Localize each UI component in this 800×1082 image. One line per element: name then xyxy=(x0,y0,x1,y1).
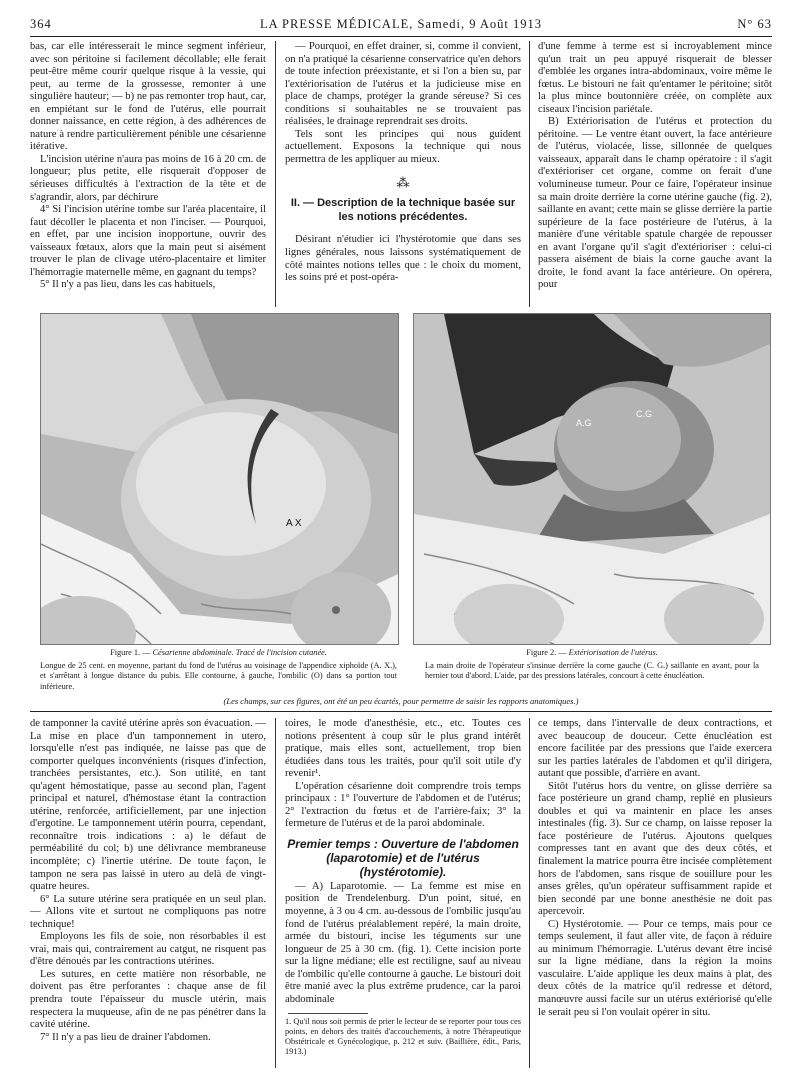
bottom-column-2 xyxy=(285,718,521,1006)
figure-2-title: Extériorisation de l'utérus. xyxy=(568,648,658,657)
paragraph: ce temps, dans l'intervalle de deux contractions, et avec beaucoup de douceur. Cette énucléation est encore facilitée par des pressions que l'aide exercera sur les parties latérales de l'abdomen et qu'il dirigera, autant que possible, d'arrière en avant. xyxy=(538,718,772,780)
issue-number: N° 63 xyxy=(737,17,772,31)
paragraph: L'incision utérine n'aura pas moins de 16 à 20 cm. de longueur; plus petite, elle risquerait d'opposer de sérieuses difficultés à l'extraction de la tête et de s'agrandir, alors, par déchirure xyxy=(30,153,266,203)
paragraph: C) Hystérotomie. — Pour ce temps, mais pour ce temps seulement, il faut aller vite, de façon à réduire au minimum l'hémorragie. L'utérus devant être incisé sur la ligne médiane, dans la région la moins vasculaire. L'aide applique les deux mains à plat, des deux côtés de la matrice qu'il redresse et détord, manœuvre aussi facile sur un utérus extériorisé qu'elle le serait peu si l'on voulait opérer in situ. xyxy=(538,918,772,1018)
paragraph: toires, le mode d'anesthésie, etc., etc. Toutes ces notions présentent à coup sûr le plus grand intérêt pratique, mais elles sont, actuellement, trop bien étudiées dans tous les traités, pour qu'il soit utile d'y revenir¹. xyxy=(285,718,521,780)
journal-title: LA PRESSE MÉDICALE, Samedi, 9 Août 1913 xyxy=(259,17,543,31)
paragraph: d'une femme à terme est si incroyablement mince qu'un trait un peu appuyé risquerait de blesser d'emblée les organes intra-abdominaux, voire même le fœtus. Le bistouri ne fait qu'entamer le péritoine; sitôt la plus mince boutonnière créée, on complète aux ciseaux l'incision pariétale. xyxy=(538,41,772,115)
footnote: 1. Qu'il nous soit permis de prier le lecteur de se reporter pour tous ces points, en dehors des traités d'accouchements, à notre Thérapeutique Obstétricale et Gynécologique, p. 212 et suiv. (Baillière, édit., Paris, 1913.) xyxy=(285,1017,521,1056)
section-heading: II. — Description de la technique basée sur les notions précédentes. xyxy=(290,197,516,224)
column-separator xyxy=(275,41,276,307)
paragraph: 4° Si l'incision utérine tombe sur l'aréa placentaire, il faut décoller le placenta et non l'inciser. — Pourquoi, en effet, par une incision inopportune, ouvrir des vaisseaux fœtaux, alors que la main peut si aisément trouver le plan de clivage utéro-placentaire et limiter l'hémorragie maternelle même, en gagnant du temps? xyxy=(30,204,266,278)
paragraph: bas, car elle intéresserait le mince segment inférieur, avec son péritoine si facilement décollable; elle ferait peut-être même courir quelque risque à la vessie, qui peut, au terme de la grossesse, remonter à une singulière hauteur; — b) ne pas remonter trop haut, car, en empiétant sur le fond de l'utérus, elle pourrait donner naissance, en cette région, à des adhérences de nature à rendre particulièrement pénible une césarienne itérative. xyxy=(30,41,266,153)
uterus-exteriorization-drawing xyxy=(414,314,770,644)
fig1-label-ax: A X xyxy=(286,518,302,529)
paragraph: B) Extériorisation de l'utérus et protection du péritoine. — Le ventre étant ouvert, la face antérieure de l'utérus, violacée, lisse, sillonnée de quelques vaisseaux, apparaît dans le champ opératoire : il s'agit d'extérioriser cet organe, comme on ferait d'une volumineuse tumeur. Pour ce faire, l'opérateur insinue sa main droite derrière la corne utérine gauche (fig. 2), saillante en avant; cette main se glisse derrière la partie supérieure de la face postérieure de l'utérus, à la manière d'une véritable spatule chargée de repousser en avant l'organe qu'il s'agit d'extérioriser : celui-ci passera aisément de biais la corne gauche avant la droite, le fond avant la face antérieure. On opérera, pour xyxy=(538,116,772,291)
figure-1-title: Césarienne abdominale. Tracé de l'incision cutanée. xyxy=(152,648,327,657)
paragraph: Tels sont les principes qui nous guident actuellement. Exposons la technique qui nous permettra de les appliquer au mieux. xyxy=(285,128,521,165)
cesarean-incision-drawing xyxy=(41,314,398,644)
paragraph: 6° La suture utérine sera pratiquée en un seul plan. — Allons vite et surtout ne compliquons pas notre technique! xyxy=(30,893,266,930)
figure-2-caption xyxy=(425,648,759,682)
figure-1-illustration xyxy=(40,313,399,645)
figure-1-caption xyxy=(40,648,397,692)
bottom-column-1 xyxy=(30,718,266,1044)
paragraph: Sitôt l'utérus hors du ventre, on glisse derrière sa face postérieure un grand champ, replié en plusieurs doubles et qui va maintenir en place les anses intestinales (fig. 3). Sur ce champ, on laisse reposer la face postérieure de l'utérus. Ajoutons quelques compresses tant en avant que des deux côtés, et finalement la matrice pourra être incisée complètement hors de l'abdomen, sans risque de souillure pour les anses grêles, qu'un opérateur suffisamment rapide et bien secondé par une bonne anesthésie ne doit pas apercevoir. xyxy=(538,780,772,918)
header-rule xyxy=(30,36,772,37)
fig2-label-ag: A.G xyxy=(576,418,592,428)
asterism: ⁂ xyxy=(396,175,410,191)
running-header xyxy=(30,17,772,33)
paragraph: L'opération césarienne doit comprendre trois temps principaux : 1° l'ouverture de l'abdomen et de l'utérus; 2° l'extraction du fœtus et de l'arrière-faix; 3° la fermeture de l'utérus et de la paroi abdominale. xyxy=(285,780,521,830)
paragraph: 7° Il n'y a pas lieu de drainer l'abdomen. xyxy=(40,1031,211,1043)
bottom-column-3 xyxy=(538,718,772,1019)
footnote-rule xyxy=(288,1013,368,1014)
figure-2-legend: La main droite de l'opérateur s'insinue derrière la corne gauche (C. G.) saillante en avant, pour la hernier tout d'abord. L'aide, par des pressions latérales, concourt à cette énucléation. xyxy=(425,661,759,681)
figure-1-legend: Longue de 25 cent. en moyenne, partant du fond de l'utérus au voisinage de l'appendice xiphoïde (A. X.), et s'arrêtant à longue distance du pubis. Elle contourne, à gauche, l'ombilic (O) dans sa portion tout inférieure. xyxy=(40,661,397,691)
figure-1-number: Figure 1. — xyxy=(110,648,151,657)
paragraph: Les sutures, en cette matière non résorbable, ne doivent pas être perforantes : chaque anse de fil prendra toute l'épaisseur du muscle utérin, mais respectera la muqueuse, afin de ne pas pénétrer dans la cavité utérine. xyxy=(30,968,266,1031)
paragraph: de tamponner la cavité utérine après son évacuation. — La mise en place d'un tamponnement in utero, lorsqu'elle n'est pas indiquée, ne laisse pas que de comporter quelques inconvénients (risques d'infection, tranchées persistantes, etc.). Son utilité, en tant qu'agent hémostatique, passe au second plan, l'agent principal et naturel, d'hémostase étant la contraction utérine, renforcée, artificiellement, par une injection d'ergotine. Le tamponnement utérin pourra, cependant, reconnaître trois indications : a) le défaut de perméabilité du col; b) une délivrance membraneuse incomplète; c) l'inertie utérine. De toute façon, le tampon ne sera pas laissé in utero au delà de vingt-quatre heures. xyxy=(30,718,266,893)
column-separator xyxy=(529,718,530,1068)
figures-shared-note: (Les champs, sur ces figures, ont été un peu écartés, pour permettre de saisir les rapports anatomiques.) xyxy=(223,696,579,706)
column-separator xyxy=(275,718,276,1068)
top-column-1 xyxy=(30,41,266,292)
paragraph: — A) Laparotomie. — La femme est mise en position de Trendelenburg. D'un point, situé, en moyenne, à 3 ou 4 cm. au-dessous de l'ombilic jusqu'au fond de l'utérus préalablement repéré, la main droite, armée du bistouri, incise les téguments sur une longueur de 25 à 30 cm. (fig. 1). Cette incision porte sur la ligne médiane; elle est rectiligne, sauf au niveau de l'ombilic qu'elle contourne à gauche. Le bistouri doit être manié avec la plus extrême prudence, car la paroi abdominale xyxy=(285,880,521,1005)
page-number: 364 xyxy=(30,17,52,31)
subsection-heading: Premier temps : Ouverture de l'abdomen (laparotomie) et de l'utérus (hystérotomie). xyxy=(287,836,519,879)
paragraph: Désirant n'étudier ici l'hystérotomie que dans ses lignes générales, nous laissons systématiquement de côté maintes notions telles que : le choix du moment, les soins pré et post-opéra- xyxy=(285,234,521,284)
column-separator xyxy=(529,41,530,307)
figure-2-number: Figure 2. — xyxy=(526,648,567,657)
top-column-2 xyxy=(285,41,521,285)
paragraph: Employons les fils de soie, non résorbables il est vrai, mais qui, contrairement au catgut, ne risquent pas d'être dénoués par les contractions utérines. xyxy=(30,931,266,968)
paragraph: — Pourquoi, en effet drainer, si, comme il convient, on n'a pratiqué la césarienne conservatrice qu'en dehors de toute infection préexistante, et si l'on a bien su, par l'extériorisation de l'utérus et la judicieuse mise en place de champs, protéger la grande séreuse? Si ces conditions si souhaitables ne se trouvaient pas réalisées, le drainage reprendrait ses droits. xyxy=(285,41,521,128)
figure-2-illustration xyxy=(413,313,771,645)
top-column-3 xyxy=(538,41,772,292)
fig2-label-cg: C.G xyxy=(636,409,653,419)
figures-bottom-rule xyxy=(30,711,772,712)
paragraph: 5° Il n'y a pas lieu, dans les cas habituels, xyxy=(40,279,216,291)
